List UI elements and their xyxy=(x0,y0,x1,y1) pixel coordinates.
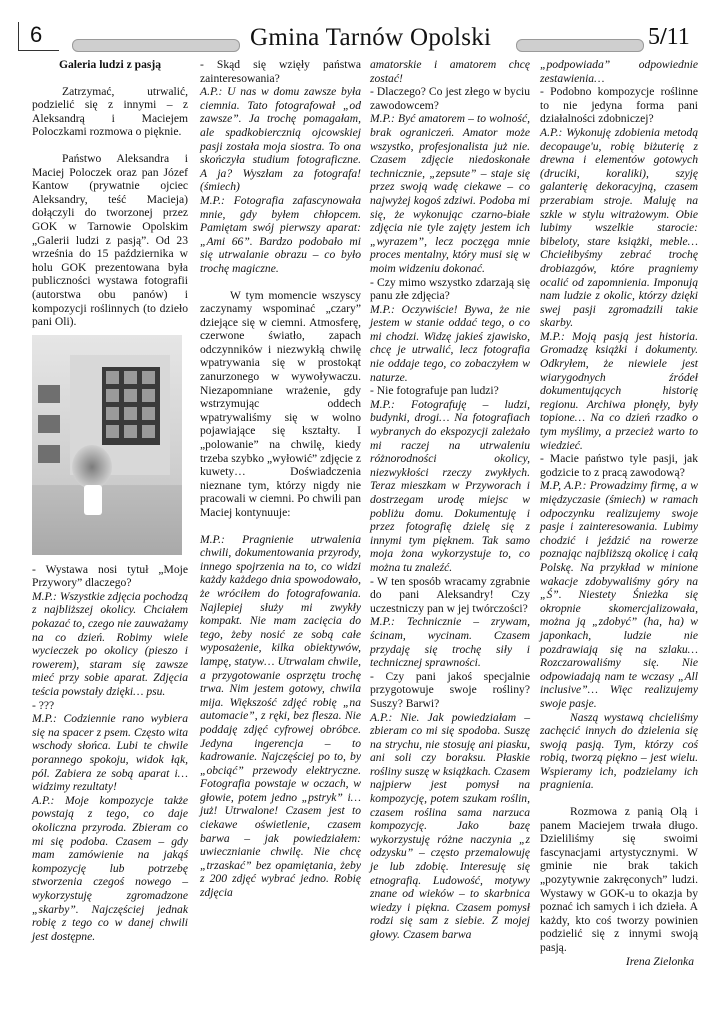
photo-tile xyxy=(124,371,137,384)
photo-tile xyxy=(142,407,155,420)
interview-answer: A.P.: U nas w domu zawsze była ciemnia. Tato fotografował „od zawsze”. Ja trochę pomagałam, ale spadkobiercznią ojcowskiej pasji została moja siostra. To ona skończyła studium fotograficzne. A ja? Wyszłam za fotografa! (śmiech) xyxy=(200,85,361,194)
article-heading: Galeria ludzi z pasją xyxy=(58,58,162,71)
interview-answer: M.P, A.P.: Prowadzimy firmę, a w międzyczasie (śmiech) w ramach odpoczynku realizujemy swoje pasje i zainteresowania. Lubimy chodzić i jeździć na rowerze poznając najbliższą okolicę i całą Polskę. Na przykład w minione wakacje zdobywaliśmy góry na „Ś”. Niestety Śnieżka się okropnie skomercjalizowała, można ją „zdobyć” (ha, ha) w japonkach, ludzie nie pozdrawiają się na szlaku… Rozczarowaliśmy się. Nie odpowiadają nam te wczasy „All inclusive”… Więc realizujemy swoje pasje. xyxy=(540,479,698,710)
issue-slash: / xyxy=(660,24,667,50)
interview-answer: M.P.: Codziennie rano wybiera się na spacer z psem. Często wita wschody słońca. Lubi te chwile porannego spokoju, widok łąk, pól. Zabiera ze sobą aparat i… widzimy rezultaty! xyxy=(32,712,188,794)
interview-answer: A.P.: Nie. Jak powiedziałam – zbieram co mi się spodoba. Suszę na strychu, nie stosuję ani piasku, ani soli czy boraksu. Płaskie rośliny suszę w książkach. Czasem najpierw jest pomysł na kompozycję, potem szukam roślin, czasem roślina sama narzuca kompozycję. Jako bazę wykorzystuję różne naczynia „z odzysku” – często przemalowuję je lub zdobię. Interesuję się etnografią. Ludowość, motywy znane od wieków – to skarbnica wiedzy i piękna. Czasem pomysł rodzi się sam z siebie. Z mojej głowy. Czasem barwa xyxy=(370,710,530,941)
photo-tile xyxy=(142,389,155,402)
article-column-4 xyxy=(540,58,698,968)
interview-question: - Skąd się wzięły państwa zainteresowania? xyxy=(200,58,361,85)
interview-closing: Naszą wystawą chcieliśmy zachęcić innych do dzielenia się swoją pasją. Tym, którzy coś robią, tworzą piękno – jest wielu. Wspieramy ich, podzielamy ich pragnienia. xyxy=(540,710,698,792)
photo-tile xyxy=(142,425,155,438)
spacer xyxy=(32,72,188,85)
page-number: 6 xyxy=(30,22,43,47)
photo-tile xyxy=(142,371,155,384)
photo-tile xyxy=(124,425,137,438)
article-paragraph: W tym momencie wszyscy zaczynamy wspominać „czary” dziejące się w ciemni. Atmosferę, czerwone światło, zapach odczynników i niezwykłą chwilę wpatrywania się w prostokąt zanurzonego w wywoływaczu. Niezapomniane wrażenie, gdy wstrzymując oddech wpatrywaliśmy się w wolno pojawiające się kształty. I „polowanie” na chwilę, kiedy trzeba szybko „wyłowić” zdjęcie z kuwety… Doświadczenia nieznane tym, którzy nigdy nie pracowali w ciemni. Po chwili pan Maciej kontynuuje: xyxy=(200,288,361,519)
interview-answer: A.P.: Moje kompozycje także powstają z tego, co daje okoliczna przyroda. Zbieram co mi się podoba. Czasem – gdy mam zamówienie na jakąś kompozycję lub potrzebę stworzenia czegoś nowego – wykorzystuję zgromadzone „skarby”. Najczęściej jednak robię z tego co w danej chwili jest dostępne. xyxy=(32,793,188,943)
page-header xyxy=(18,14,708,56)
photo-floor xyxy=(32,485,182,555)
article-paragraph: Państwo Aleksandra i Maciej Poloczek oraz pan Józef Kantow (prywatnie ojciec Aleksandry, teść Macieja) dołączyli do tworzonej przez GOK w Tarnowie Opolskim „Galerii ludzi z pasją”. Od 23 września do 15 października w holu GOK prezentowana była publiczności wystawa fotografii (autorstwa obu panów) i kompozycji roślinnych (to dzieło pani Oli). xyxy=(32,151,188,329)
photo-frame xyxy=(38,445,60,463)
exhibition-photo xyxy=(32,335,182,555)
interview-question: - W ten sposób wracamy zgrabnie do pani Aleksandry! Czy uczestniczy pan w jej twórczości? xyxy=(370,574,530,615)
issue-number xyxy=(648,24,690,51)
interview-question: - Czy pani jakoś specjalnie przygotowuje swoje rośliny? Suszy? Barwi? xyxy=(370,669,530,710)
photo-tile xyxy=(124,407,137,420)
article-outro: Rozmowa z panią Olą i panem Maciejem trwała długo. Dzieliliśmy się swoimi fascynacjami artystycznymi. W gminie nie brak takich „pozytywnie zakręconych” ludzi. Wystawy w GOK-u to okazja by poznać ich samych i ich dzieła. A każdy, kto coś tworzy powinien podzielić się z innymi swoją pasją. xyxy=(540,805,698,954)
publication-title: Gmina Tarnów Opolski xyxy=(250,24,492,51)
header-decorative-bar-left xyxy=(72,39,240,52)
photo-tile xyxy=(106,389,119,402)
issue-year: 11 xyxy=(666,24,690,50)
interview-answer: M.P.: Pragnienie utrwalenia chwili, dokumentowania przyrody, innego spojrzenia na to, co widzi każdy każdego dnia spowodowało, że wróciłem do fotografowania. Najlepiej służy mi zwykły kompakt. Nie mam zacięcia do tego, żeby nosić ze sobą całe wyposażenie, kilka obiektywów, lampę, statyw… Utrwalam chwile, a przygotowanie osprzętu trochę trwa. Nim jestem gotowy, chwila mija. Większość zdjęć robię „na automacie”, z ręki, bez flesza. Nie poddaję zdjęć cyfrowej obróbce. Jedyna ingerencja – to kadrowanie. Najczęściej po to, by „obciąć” przewody elektryczne. Fotografia powstaje w oczach, w głowie, potem jedno „pstryk” i… już! Utrwalone! Czasem jest to ciekawe oświetlenie, czasem barwa – jak powiedziałem: uwiecznianie chwilę. Nie chcę „trzaskać” bez opamiętania, żeby z 200 zdjęć wybrać jedno. Robię zdjęcia xyxy=(200,532,361,900)
interview-answer: amatorskie i amatorem chcę zostać! xyxy=(370,58,530,85)
interview-answer: „podpowiada” odpowiednie zestawienia… xyxy=(540,58,698,85)
article-column-3 xyxy=(370,58,530,942)
interview-answer: M.P.: Oczywiście! Bywa, że nie jestem w stanie oddać tego, o co mi chodzi. Widzę jakieś zjawisko, chcę je utrwalić, lecz fotografia nie oddaje tego, co zobaczyłem w naturze. xyxy=(370,302,530,384)
photo-tile xyxy=(124,389,137,402)
interview-question: - Nie fotografuje pan ludzi? xyxy=(370,384,499,398)
interview-answer: M.P.: Moją pasją jest historia. Gromadzę książki i dokumenty. Odkryłem, że niewiele jest wiarygodnych źródeł dokumentujących historię regionu. Archiwa płonęły, były topione… Na co dzień rzadko o tym myślimy, a przecież warto to wiedzieć. xyxy=(540,329,698,452)
photo-tile xyxy=(106,407,119,420)
interview-question: - Macie państwo tyle pasji, jak godzicie to z pracą zawodową? xyxy=(540,452,698,479)
photo-vase xyxy=(84,485,102,515)
interview-answer: M.P.: Technicznie – zrywam, ścinam, wycinam. Czasem przydaję się trochę siły i technicznej sprawności. xyxy=(370,615,530,670)
interview-answer: M.P.: Fotografuję – ludzi, budynki, drogi… Na fotografiach wybranych do ekspozycji zależało mi raczej na utrwaleniu różnorodności okolicy, niezwykłości rzeczy zwykłych. Teraz mieszkam w Przyworach i dostrzegam urodę miejsc w pobliżu domu. Dokumentuję i przez fotografię dzielę się z innymi tym pięknem. Tak samo moja żona wykorzystuje to, co można tu znaleźć. xyxy=(370,397,530,574)
spacer xyxy=(200,276,361,289)
author-signature: Irena Zielonka xyxy=(625,954,694,968)
photo-frame xyxy=(38,385,60,403)
interview-question: - Podobno kompozycje roślinne to nie jedyna forma pani działalności zdobniczej? xyxy=(540,85,698,126)
interview-question: - ??? xyxy=(32,698,55,712)
photo-plant xyxy=(72,445,112,489)
article-column-2 xyxy=(200,58,361,900)
photo-tile xyxy=(106,425,119,438)
interview-question: - Wystawa nosi tytuł „Moje Przywory” dlaczego? xyxy=(32,562,188,590)
article-column-1 xyxy=(32,58,188,943)
spacer xyxy=(200,520,361,533)
spacer xyxy=(540,792,698,805)
interview-question: - Dlaczego? Co jest złego w byciu zawodowcem? xyxy=(370,85,530,112)
photo-frame xyxy=(38,415,60,433)
header-decorative-bar-right xyxy=(516,39,644,52)
interview-answer: M.P.: Być amatorem – to wolność, brak ograniczeń. Amator może wszystko, profesjonalista już nie. Czasem zdjęcie niedoskonałe technicznie, „zepsute” – staje się przez swoją wadę ciekawe – co najwyżej kogoś zdziwi. Podoba mi się, że wykonując czarno-białe zdjęcia nie tyle zajęty jestem ich „wyrazem”, lecz poczęga mnie proces mentalny, który musi się w moim widzeniu dokonać. xyxy=(370,112,530,275)
interview-question: - Czy mimo wszystko zdarzają się panu złe zdjęcia? xyxy=(370,275,530,303)
photo-display-board xyxy=(102,367,160,445)
issue-num: 5 xyxy=(648,24,660,50)
article-intro: Zatrzymać, utrwalić, podzielić się z innymi – z Aleksandrą i Maciejem Poloczkami rozmowa o pięknie. xyxy=(32,84,188,139)
interview-answer: M.P.: Fotografia zafascynowała mnie, gdy byłem chłopcem. Pamiętam swój pierwszy aparat: „Ami 66”. Bardzo podobało mi się utrwalanie obrazu – co było trochę magiczne. xyxy=(200,193,361,275)
interview-answer: M.P.: Wszystkie zdjęcia pochodzą z najbliższej okolicy. Chciałem pokazać to, czego nie zauważamy na co dzień. Robimy wiele wycieczek po okolicy (pieszo i rowerem), staram się zawsze mieć przy sobie aparat. Zdjęcia teścia powstały dzięki… psu. xyxy=(32,589,188,699)
photo-tile xyxy=(106,371,119,384)
spacer xyxy=(32,139,188,152)
interview-answer: A.P.: Wykonuję zdobienia metodą decopauge'u, robię biżuterię z drewna i elementów gotowych (druciki, koraliki), szyję galanterię dekoracyjną, czasem przerabiam stroje. Maluję na szkle w stylu witrażowym. Obie lubimy wszelkie starocie: bibeloty, stare książki, meble… Chciełibyśmy zebrać trochę drobiazgów, które pragniemy ocalić od zapomnienia. Imponują nam ludzie z okolic, którzy dzięki swej pasji zgromadzili takie skarby. xyxy=(540,125,698,330)
